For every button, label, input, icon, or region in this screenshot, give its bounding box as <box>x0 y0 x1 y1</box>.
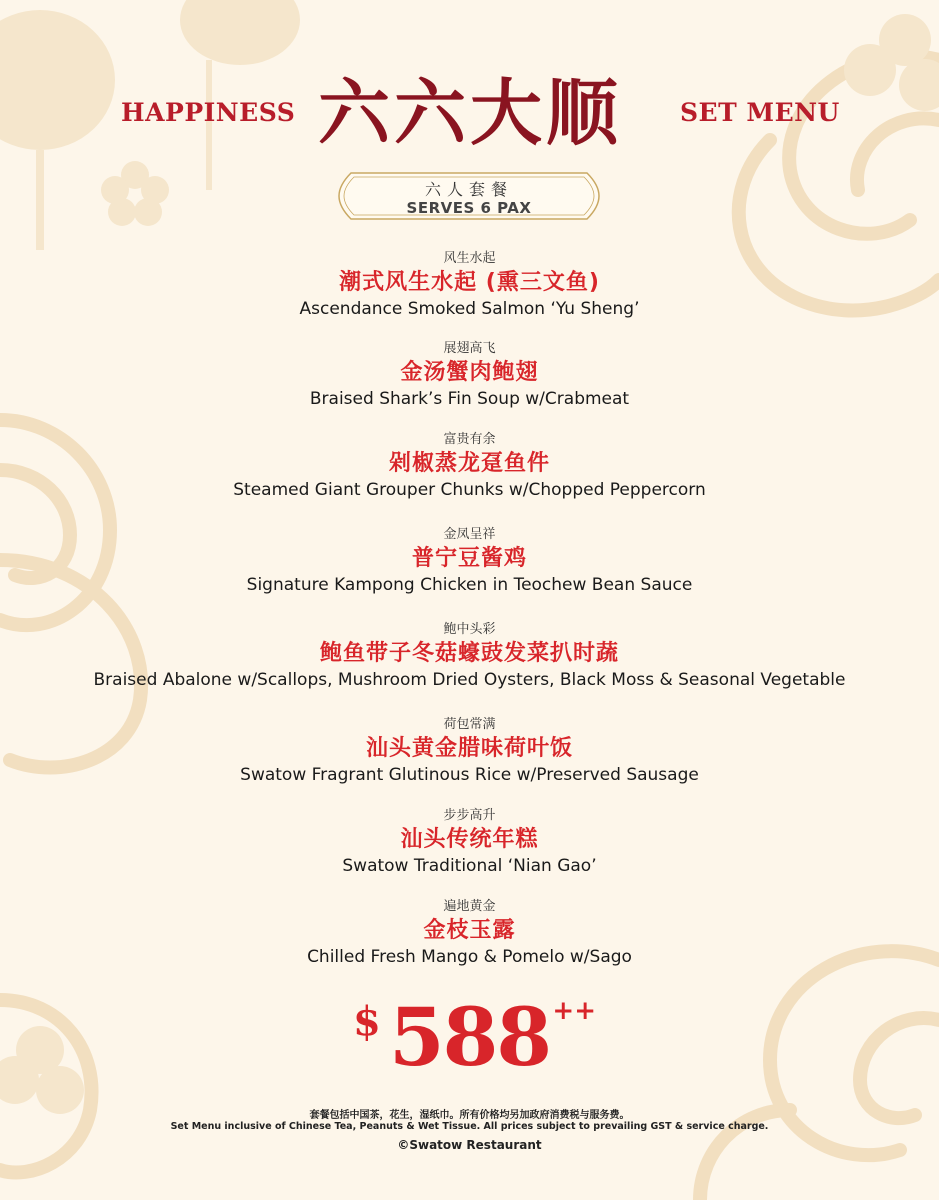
price-group <box>353 990 596 1084</box>
copyright: ©Swatow Restaurant <box>397 1138 542 1152</box>
happiness-label: HAPPINESS <box>121 98 296 127</box>
dish-name-en: Ascendance Smoked Salmon ‘Yu Sheng’ <box>299 299 640 319</box>
dish-name-cn: 金汤蟹肉鲍翅 <box>400 360 539 385</box>
dish-name-en: Braised Abalone w/Scallops, Mushroom Dried Oysters, Black Moss & Seasonal Vegetable <box>93 670 846 690</box>
dish-name-cn: 潮式风生水起 (熏三文鱼) <box>339 270 600 295</box>
list-item <box>0 898 939 968</box>
footnote-en: Set Menu inclusive of Chinese Tea, Peanuts & Wet Tissue. All prices subject to prevailing GST & service charge. <box>170 1121 769 1132</box>
dish-name-en: Braised Shark’s Fin Soup w/Crabmeat <box>309 389 630 409</box>
dish-subtitle: 金凤呈祥 <box>443 527 496 542</box>
footnote-cn: 套餐包括中国茶，花生，湿纸巾。所有价格均另加政府消费税与服务费。 <box>309 1110 630 1121</box>
dish-name-cn: 剁椒蒸龙趸鱼件 <box>388 451 550 476</box>
set-menu-label: SET MENU <box>680 98 840 127</box>
price-suffix: ++ <box>552 996 596 1026</box>
serves-badge <box>337 171 601 221</box>
page-title: 六六大顺 <box>317 71 622 155</box>
dish-subtitle: 遍地黄金 <box>443 899 496 914</box>
serves-cn: 六人套餐 <box>424 180 513 199</box>
dish-subtitle: 鲍中头彩 <box>443 622 496 637</box>
list-item <box>0 340 939 410</box>
price <box>0 992 939 1082</box>
dish-name-cn: 汕头黄金腊味荷叶饭 <box>365 736 573 761</box>
list-item <box>0 807 939 877</box>
list-item <box>0 716 939 786</box>
list-item <box>0 250 939 320</box>
dish-name-en: Steamed Giant Grouper Chunks w/Chopped Peppercorn <box>233 480 706 500</box>
dish-name-cn: 普宁豆酱鸡 <box>411 546 527 571</box>
dish-name-en: Signature Kampong Chicken in Teochew Bean Sauce <box>246 575 693 595</box>
dish-name-en: Chilled Fresh Mango & Pomelo w/Sago <box>307 947 632 967</box>
dish-subtitle: 富贵有余 <box>443 432 496 447</box>
menu-list <box>0 250 939 968</box>
dish-subtitle: 步步高升 <box>443 808 496 823</box>
list-item <box>0 526 939 596</box>
dish-name-cn: 鲍鱼带子冬菇蠔豉发菜扒时蔬 <box>319 641 619 666</box>
price-amount: 588 <box>389 990 550 1084</box>
dish-name-en: Swatow Traditional ‘Nian Gao’ <box>342 856 597 876</box>
serves-en: SERVES 6 PAX <box>406 199 532 217</box>
list-item <box>0 431 939 501</box>
dish-name-en: Swatow Fragrant Glutinous Rice w/Preserved Sausage <box>240 765 699 785</box>
price-currency: $ <box>353 998 381 1045</box>
list-item <box>0 621 939 691</box>
header <box>0 62 939 162</box>
dish-subtitle: 风生水起 <box>443 251 496 266</box>
dish-name-cn: 汕头传统年糕 <box>400 827 539 852</box>
dish-subtitle: 展翅高飞 <box>443 341 496 356</box>
dish-subtitle: 荷包常满 <box>443 717 496 732</box>
dish-name-cn: 金枝玉露 <box>423 918 516 943</box>
